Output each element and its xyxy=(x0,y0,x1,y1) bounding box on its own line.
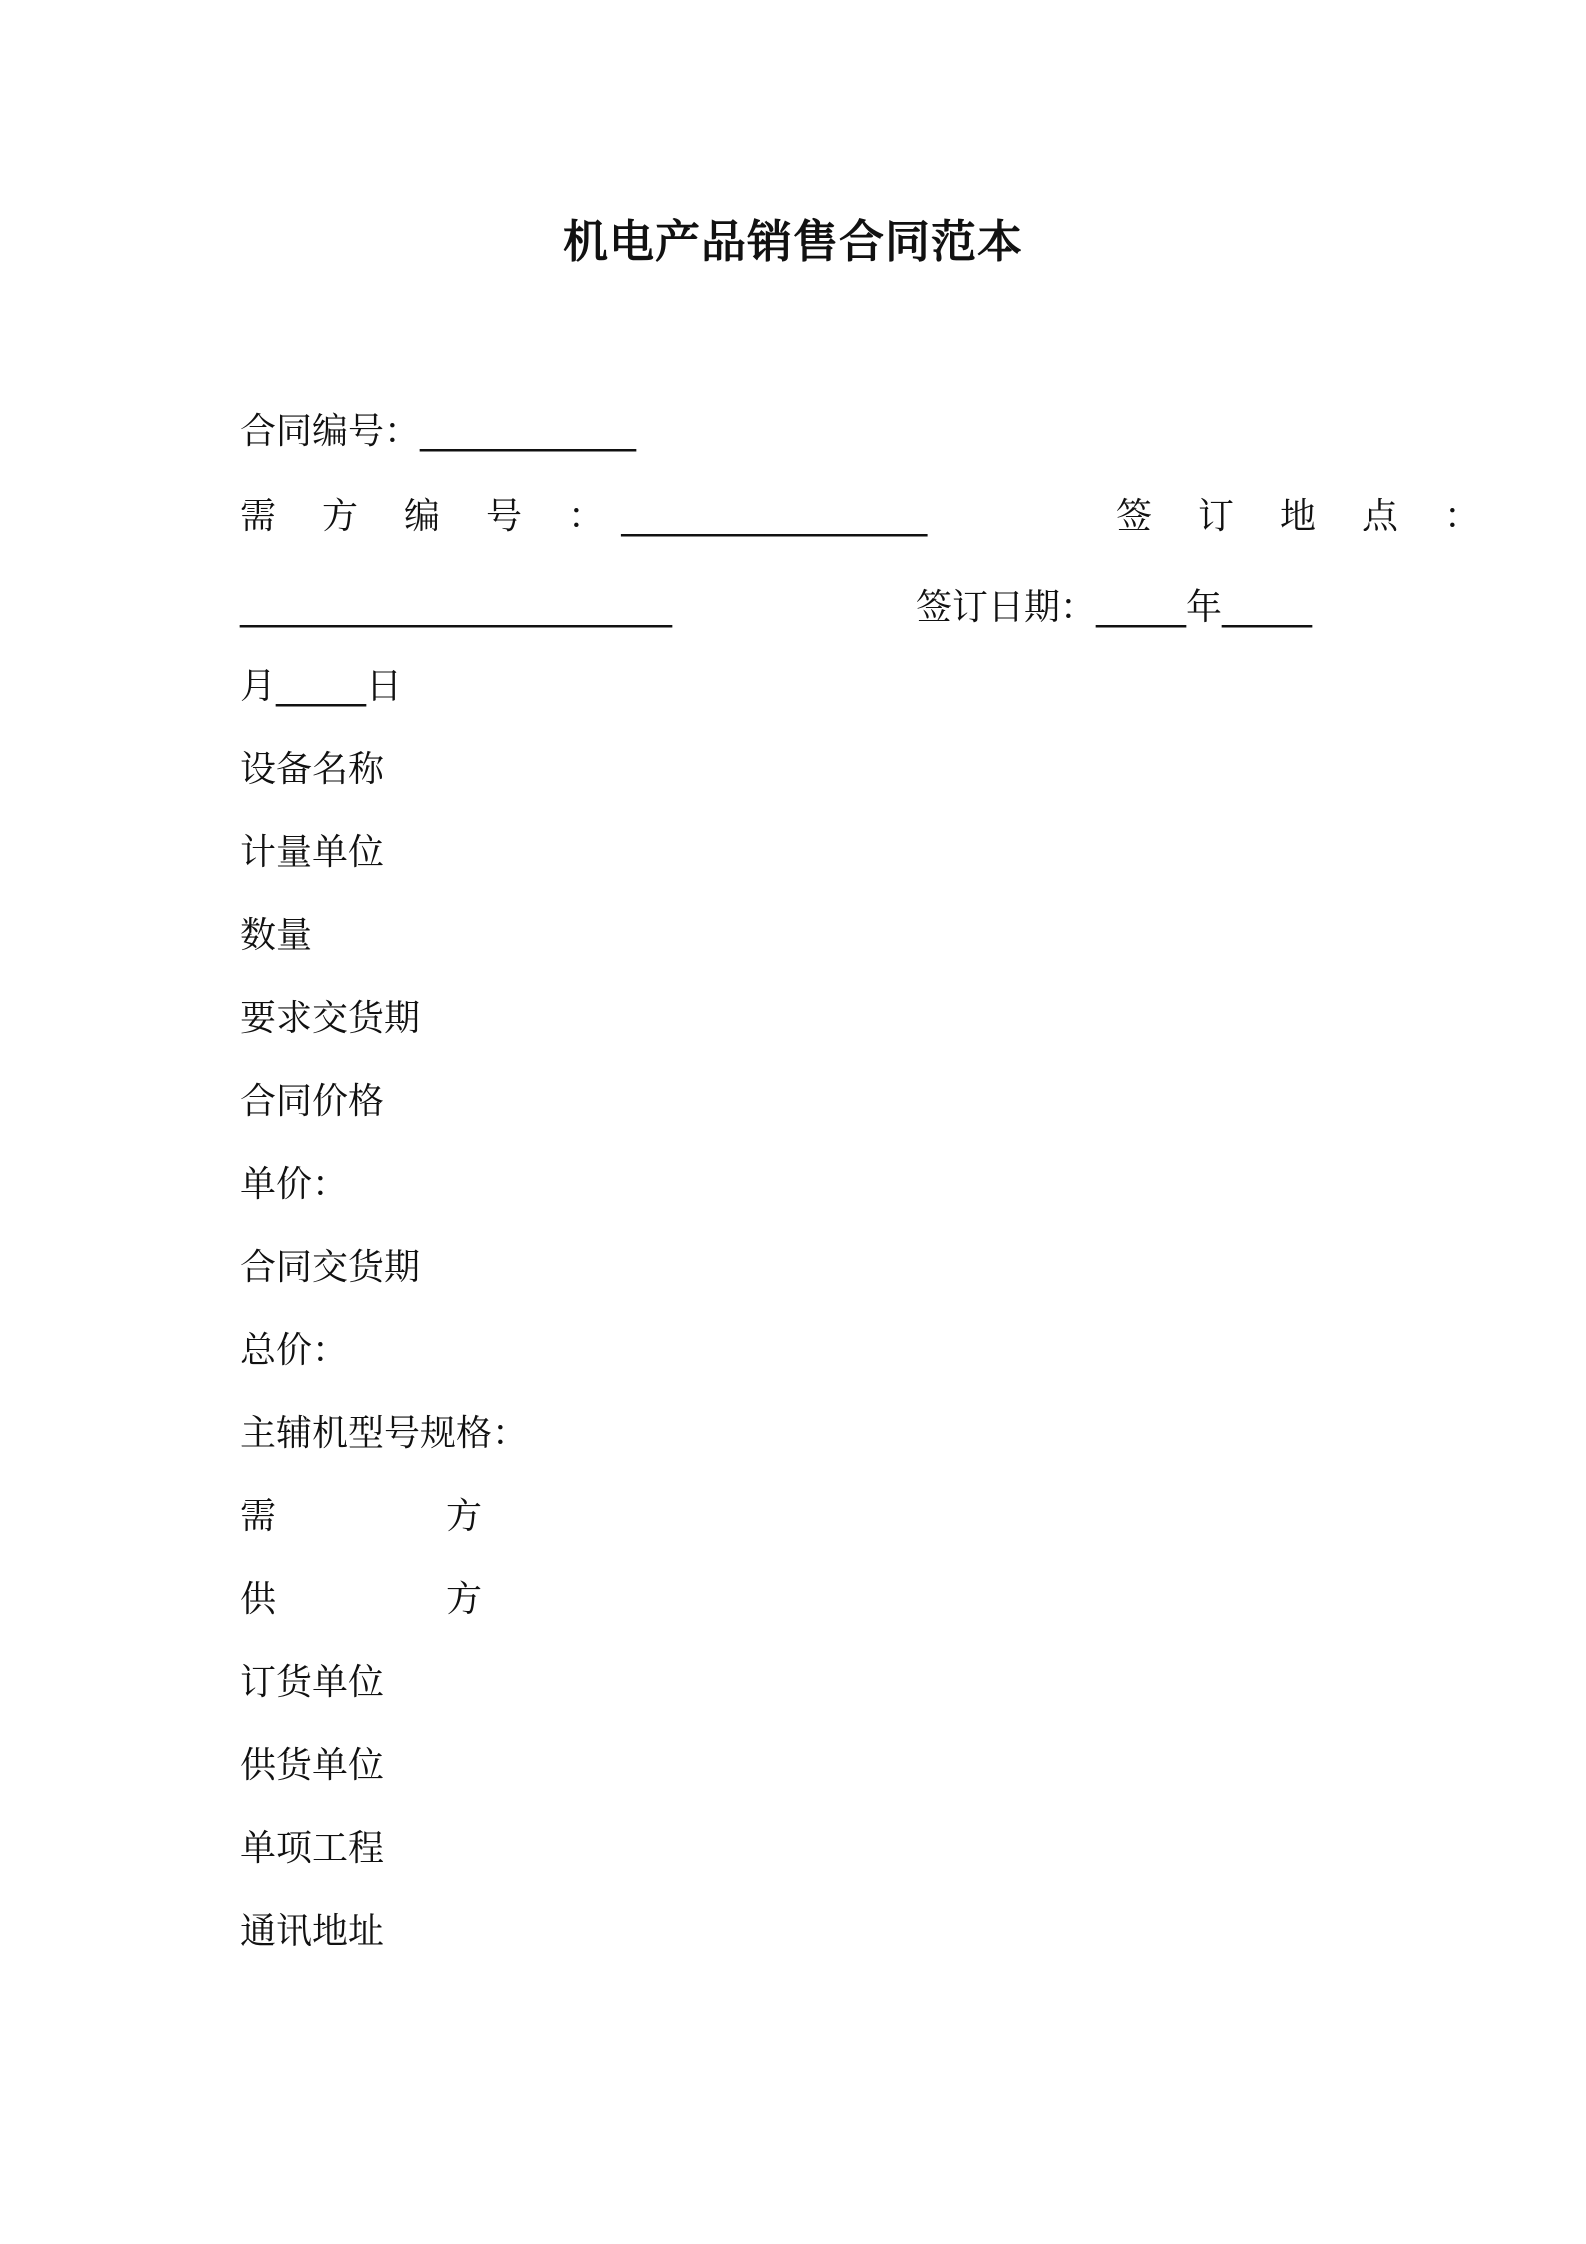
buyer-number-blank[interactable]: _________________ xyxy=(621,496,928,537)
supplier-party-char1: 供 xyxy=(240,1579,277,1620)
sign-date-label: 签订日期： xyxy=(916,587,1097,628)
field-total-price: 总价： xyxy=(240,1330,349,1371)
buyer-party-char2: 方 xyxy=(446,1496,483,1537)
document-title: 机电产品销售合同范本 xyxy=(562,215,1023,268)
buyer-number-row xyxy=(240,493,927,541)
year-blank[interactable]: _____ xyxy=(1096,587,1187,628)
contract-number-row xyxy=(240,408,636,456)
field-model-spec: 主辅机型号规格： xyxy=(240,1413,529,1454)
field-supply-unit: 供货单位 xyxy=(240,1745,385,1786)
field-unit: 计量单位 xyxy=(240,832,385,873)
field-quantity: 数量 xyxy=(240,915,313,956)
supplier-party-char2: 方 xyxy=(446,1579,483,1620)
day-label: 日 xyxy=(366,666,403,707)
contract-number-label: 合同编号： xyxy=(240,411,421,452)
sign-place-label: 签 订 地 点 ： xyxy=(1116,496,1498,537)
month-blank[interactable]: _____ xyxy=(1222,587,1313,628)
field-unit-price: 单价： xyxy=(240,1164,349,1205)
month-day-row xyxy=(240,663,402,711)
field-mailing-address: 通讯地址 xyxy=(240,1911,385,1952)
field-order-unit: 订货单位 xyxy=(240,1662,385,1703)
buyer-number-label: 需 方 编 号 ： xyxy=(240,496,622,537)
sign-date-row xyxy=(916,584,1312,632)
field-contract-delivery: 合同交货期 xyxy=(240,1247,421,1288)
field-single-project: 单项工程 xyxy=(240,1828,385,1869)
contract-number-blank[interactable]: ____________ xyxy=(420,411,637,452)
year-label: 年 xyxy=(1186,587,1223,628)
buyer-party-char1: 需 xyxy=(240,1496,277,1537)
field-required-delivery: 要求交货期 xyxy=(240,998,421,1039)
sign-place-blank[interactable]: ________________________ xyxy=(240,587,672,628)
field-contract-price: 合同价格 xyxy=(240,1081,385,1122)
field-equipment-name: 设备名称 xyxy=(240,749,385,790)
month-label: 月 xyxy=(240,666,277,707)
day-blank[interactable]: _____ xyxy=(276,666,367,707)
